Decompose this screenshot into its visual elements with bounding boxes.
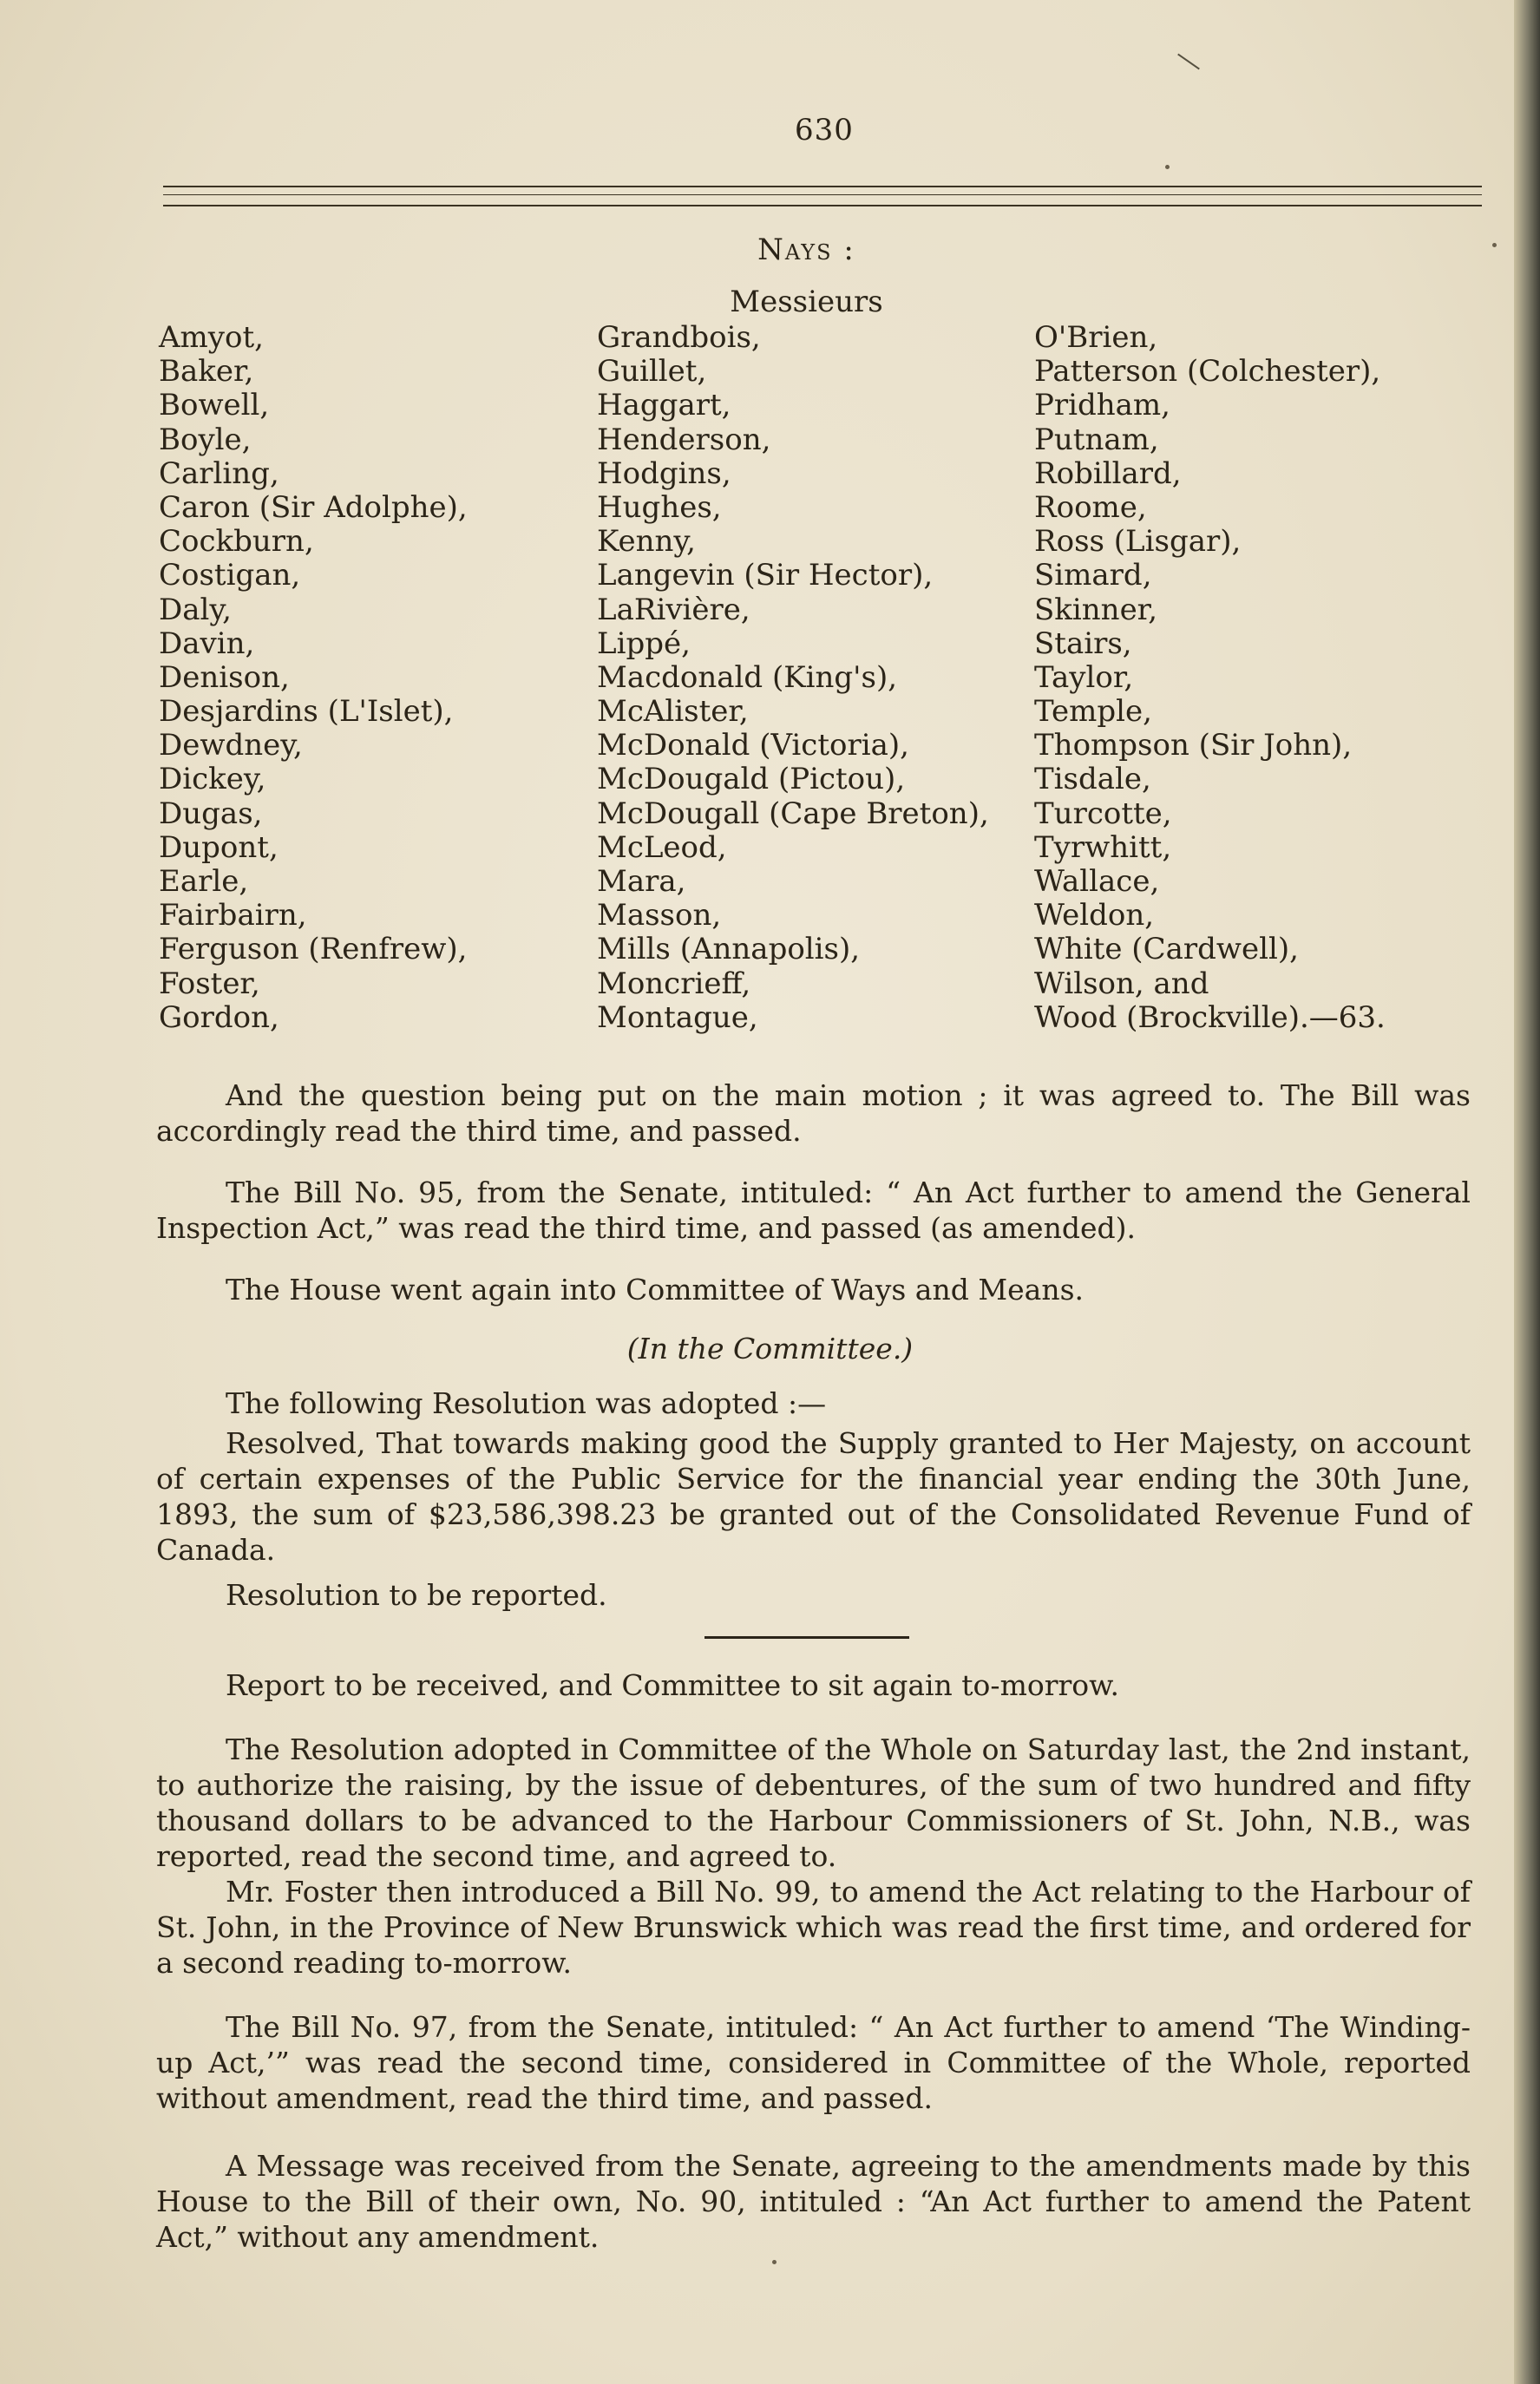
member-name: Bowell, xyxy=(159,388,270,423)
names-column-2 xyxy=(597,321,989,1035)
paragraph-bill-97: The Bill No. 97, from the Senate, intituled: “ An Act further to amend ‘The Winding-up Act,’” was read the second time, considered in Committee of the Whole, reported without amendment, read the third time, and passed. xyxy=(156,2010,1471,2115)
member-name: Temple, xyxy=(1034,694,1152,730)
member-name: Davin, xyxy=(159,625,255,661)
member-name: Hodgins, xyxy=(597,455,731,491)
in-committee-note: (In the Committee.) xyxy=(626,1332,914,1366)
member-name: Macdonald (King's), xyxy=(597,659,898,695)
member-name: Dewdney, xyxy=(159,728,303,763)
member-name: Stairs, xyxy=(1034,625,1132,661)
member-name: Wallace, xyxy=(1034,864,1160,899)
paragraph-harbour-resolution: The Resolution adopted in Committee of the Whole on Saturday last, the 2nd instant, to authorize the raising, by the issue of debentures, of the sum of two hundred and fifty thousand dollars to be advanced to the Harbour Commissioners of St. John, N.B., was reported, read the second time, and agreed to. xyxy=(156,1732,1471,1873)
member-name: Haggart, xyxy=(597,388,731,423)
nays-heading: Nays : xyxy=(757,233,855,267)
member-name: Mara, xyxy=(597,864,686,899)
paragraph-resolution-adopted: The following Resolution was adopted :— xyxy=(226,1386,827,1420)
member-name: Denison, xyxy=(159,659,290,695)
member-name: Dugas, xyxy=(159,796,263,831)
member-name: Baker, xyxy=(159,354,254,390)
member-name: Roome, xyxy=(1034,489,1147,525)
member-name: Earle, xyxy=(159,864,249,899)
member-name: Henderson, xyxy=(597,422,771,457)
member-name: McDougall (Cape Breton), xyxy=(597,796,989,831)
member-name: Weldon, xyxy=(1034,898,1155,933)
member-name: Wood (Brockville).—63. xyxy=(1034,999,1386,1035)
member-name: McDonald (Victoria), xyxy=(597,728,909,763)
member-name: Taylor, xyxy=(1034,659,1134,695)
member-name: Tisdale, xyxy=(1034,762,1151,797)
messieurs-subheading: Messieurs xyxy=(730,285,883,319)
member-name: Simard, xyxy=(1034,558,1152,593)
member-name: Wilson, and xyxy=(1034,966,1209,1001)
member-name: Guillet, xyxy=(597,354,707,390)
member-name: Dupont, xyxy=(159,829,279,865)
names-column-1 xyxy=(159,321,468,1035)
member-name: Thompson (Sir John), xyxy=(1034,728,1353,763)
header-rule xyxy=(163,194,1482,195)
member-name: Desjardins (L'Islet), xyxy=(159,694,454,730)
page-edge-shadow xyxy=(1514,0,1540,2384)
paragraph-report-received: Report to be received, and Committee to sit again to-morrow. xyxy=(226,1668,1119,1702)
member-name: Ferguson (Renfrew), xyxy=(159,932,468,967)
paper-speck xyxy=(1165,165,1170,169)
member-name: Daly, xyxy=(159,592,232,627)
member-name: Boyle, xyxy=(159,422,252,457)
paper-speck xyxy=(772,2260,777,2264)
paragraph-main-motion: And the question being put on the main motion ; it was agreed to. The Bill was accordingly read the third time, and passed. xyxy=(156,1078,1471,1148)
page-number: 630 xyxy=(795,113,854,147)
member-name: Ross (Lisgar), xyxy=(1034,524,1242,560)
member-name: McDougald (Pictou), xyxy=(597,762,906,797)
header-rule xyxy=(163,186,1482,187)
member-name: O'Brien, xyxy=(1034,320,1158,355)
member-name: Langevin (Sir Hector), xyxy=(597,558,934,593)
member-name: LaRivière, xyxy=(597,592,750,627)
member-name: Hughes, xyxy=(597,489,722,525)
member-name: Robillard, xyxy=(1034,455,1182,491)
paragraph-ways-and-means: The House went again into Committee of Ways and Means. xyxy=(226,1273,1085,1307)
member-name: Costigan, xyxy=(159,558,301,593)
member-name: Foster, xyxy=(159,966,260,1001)
member-name: Grandbois, xyxy=(597,320,761,355)
member-name: Turcotte, xyxy=(1034,796,1172,831)
member-name: McLeod, xyxy=(597,829,727,865)
member-name: Montague, xyxy=(597,999,758,1035)
member-name: Masson, xyxy=(597,898,722,933)
member-name: McAlister, xyxy=(597,694,749,730)
member-name: Caron (Sir Adolphe), xyxy=(159,489,468,525)
section-divider xyxy=(704,1636,909,1639)
paragraph-resolved: Resolved, That towards making good the Supply granted to Her Majesty, on account of certain expenses of the Public Service for the financial year ending the 30th June, 1893, the sum of $23,586,398.23 be granted out of the Consolidated Revenue Fund of Canada. xyxy=(156,1426,1471,1567)
paragraph-senate-message: A Message was received from the Senate, agreeing to the amendments made by this House to the Bill of their own, No. 90, intituled : “An Act further to amend the Patent Act,” without any amendment. xyxy=(156,2149,1471,2254)
member-name: Skinner, xyxy=(1034,592,1158,627)
member-name: Gordon, xyxy=(159,999,279,1035)
paragraph-bill-95: The Bill No. 95, from the Senate, intituled: “ An Act further to amend the General Inspection Act,” was read the third time, and passed (as amended). xyxy=(156,1176,1471,1245)
member-name: Moncrieff, xyxy=(597,966,751,1001)
header-rule xyxy=(163,205,1482,206)
member-name: Dickey, xyxy=(159,762,266,797)
member-name: Patterson (Colchester), xyxy=(1034,354,1381,390)
member-name: Pridham, xyxy=(1034,388,1170,423)
member-name: Kenny, xyxy=(597,524,696,560)
member-name: Carling, xyxy=(159,455,279,491)
paragraph-resolution-reported: Resolution to be reported. xyxy=(226,1578,607,1612)
member-name: Amyot, xyxy=(159,320,264,355)
member-name: Tyrwhitt, xyxy=(1034,829,1172,865)
paragraph-bill-99: Mr. Foster then introduced a Bill No. 99, to amend the Act relating to the Harbour of St. John, in the Province of New Brunswick which was read the first time, and ordered for a second reading to-morrow. xyxy=(156,1875,1471,1980)
member-name: Lippé, xyxy=(597,625,691,661)
member-name: White (Cardwell), xyxy=(1034,932,1299,967)
names-column-3 xyxy=(1034,321,1386,1035)
member-name: Mills (Annapolis), xyxy=(597,932,861,967)
member-name: Cockburn, xyxy=(159,524,314,560)
member-name: Fairbairn, xyxy=(159,898,307,933)
member-name: Putnam, xyxy=(1034,422,1159,457)
